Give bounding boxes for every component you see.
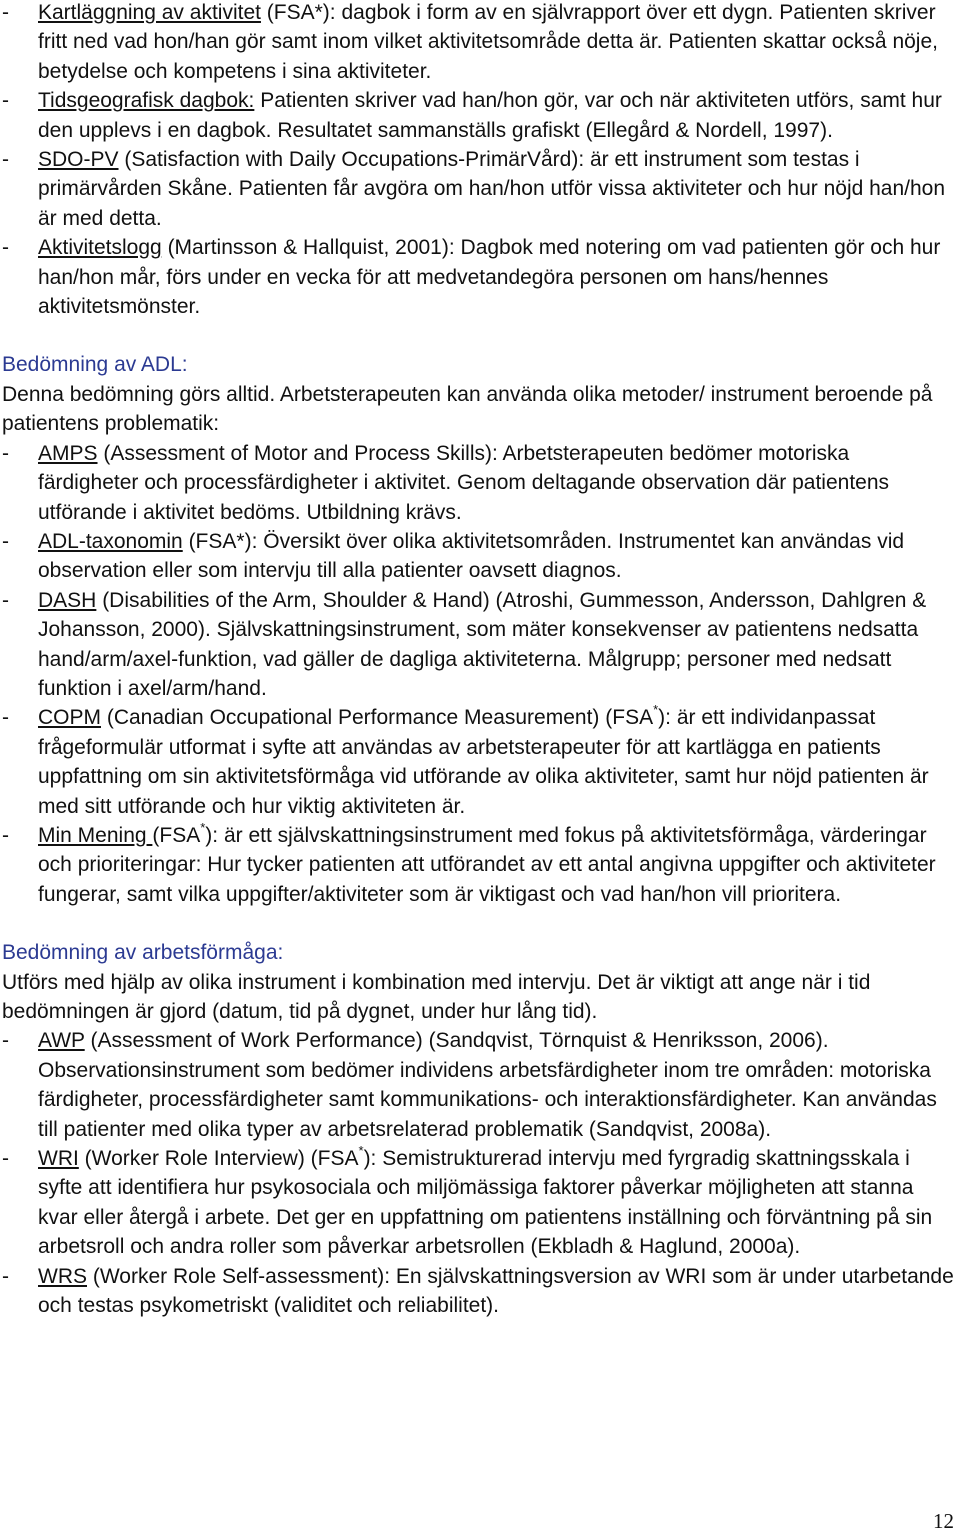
item-text: (Worker Role Interview) (FSA [78,1147,359,1171]
item-text: (Assessment of Work Performance) (Sandqvist, Törnquist & Henriksson, 2006). Observationsinstrument som bedömer individens arbetsfärdigheter inom tre områden: motoriska färdigheter, processfärdigheter samt kommunikations- och interaktionsfärdigheter. Kan användas till patienter med olika typer av arbetsrelaterad problematik (Sandqvist, 2008a). [38,1029,937,1141]
list-dash: - [2,529,9,553]
item-text: (FSA*): Översikt över olika aktivitetsområden. Instrumentet kan användas vid observation eller som intervju till alla patienter oavsett diagnos. [38,529,905,583]
item-text: (Assessment of Motor and Process Skills): Arbetsterapeuten bedömer motoriska färdigheter och processfärdigheter i aktivitet. Genom deltagande observation där patientens utförande i aktivitet bedöms. Utbildning krävs. [38,441,890,524]
item-text: (Canadian Occupational Performance Measurement) (FSA [101,706,654,730]
item-term: Min Mening [38,823,153,847]
list-item [0,86,954,145]
section-heading-work: Bedömning av arbetsförmåga: [2,941,284,965]
item-text: (Disabilities of the Arm, Shoulder & Hand) (Atroshi, Gummesson, Andersson, Dahlgren & Johansson, 2000). Självskattningsinstrument, som mäter konsekvenser av patientens nedsatta hand/arm/axel-funktion, vad gäller de dagliga aktiviteterna. Målgrupp; personer med nedsatt funktion i axel/arm/hand. [38,588,927,700]
list-dash: - [2,706,9,730]
list-item [0,1144,954,1262]
list-item [0,703,954,821]
footnote-mark: * [200,819,206,835]
item-term: ADL-taxonomin [38,529,183,553]
item-term: COPM [38,706,101,730]
section-intro-adl: Denna bedömning görs alltid. Arbetsterapeuten kan använda olika metoder/ instrument beroende på patientens problematik: [2,382,933,436]
list-item [0,1262,954,1321]
section-heading-adl: Bedömning av ADL: [2,353,188,377]
item-text: (Martinsson & Hallquist, 2001): Dagbok med notering om vad patienten gör och hur han/hon mår, förs under en vecka för att medvetandegöra personen om hans/hennes aktivitetsmönster. [38,236,941,319]
list-dash: - [2,1029,9,1053]
item-text: (FSA [152,823,201,847]
list-dash: - [2,823,9,847]
item-term: DASH [38,588,97,612]
item-term: WRI [38,1147,79,1171]
list-item [0,586,954,704]
list-item [0,527,954,586]
item-text: (Worker Role Self-assessment): En självskattningsversion av WRI som är under utarbetande och testas psykometriskt (validitet och reliabilitet). [38,1264,954,1318]
list-dash: - [2,441,9,465]
item-text: Patienten skriver vad han/hon gör, var och när aktiviteten utförs, samt hur den upplevs i en dagbok. Resultatet sammanställs grafiskt (Ellegård & Nordell, 1997). [38,89,942,142]
list-dash: - [2,89,9,113]
list-dash: - [2,588,9,612]
list-item [0,821,954,909]
list-item [0,0,954,86]
footnote-mark: * [358,1143,364,1159]
list-item [0,1026,954,1144]
list-dash: - [2,1,9,24]
list-item [0,439,954,527]
list-dash: - [2,148,9,172]
item-term: AWP [38,1029,85,1053]
list-dash: - [2,1264,9,1288]
item-text: (Satisfaction with Daily Occupations-PrimärVård): är ett instrument som testas i primärvården Skåne. Patienten får avgöra om han/hon utför vissa aktiviteter och hur nöjd han/hon är med detta. [38,148,946,230]
item-term: Kartläggning av aktivitet [38,1,261,24]
item-text: (FSA*): dagbok i form av en självrapport över ett dygn. Patienten skriver fritt ned vad hon/han gör samt inom vilket aktivitetsområde detta är. Patienten skattar också nöje, betydelse och kompetens i sina aktiviteter. [38,1,938,83]
item-text: ): är ett självskattningsinstrument med fokus på aktivitetsförmåga, värderingar och prioriteringar: Hur tycker patienten att utförandet av ett antal angivna uppgifter och aktiviteter fungerar, samt vilka uppgifter/aktiviteter som är viktigast och vad han/hon vill prioritera. [38,823,936,906]
footnote-mark: * [653,702,659,718]
list-item [0,145,954,233]
item-text: ): Semistrukturerad intervju med fyrgradig skattningsskala i syfte att identifiera hur psykosociala och miljömässiga faktorer påverkar möjligheten att stanna kvar eller återgå i arbete. Det ger en uppfattning om patientens inställning och förväntning på sin arbetsroll och andra roller som påverkar arbetsrollen (Ekbladh & Haglund, 2000a). [38,1147,933,1259]
item-term: SDO-PV [38,148,119,172]
item-term: WRS [38,1264,87,1288]
item-text: ): är ett individanpassat frågeformulär utformat i syfte att användas av arbetsterapeuter för att kartlägga en patients uppfattning om sin aktivitetsförmåga vid utförande av olika aktiviteter, samt hur nöjd patienten är med sitt utförande och hur viktig aktiviteten är. [38,706,929,818]
list-item [0,233,954,321]
item-term: AMPS [38,441,98,465]
page-number: 12 [933,1509,954,1533]
list-dash: - [2,236,9,260]
item-term: Tidsgeografisk dagbok: [38,89,255,113]
list-dash: - [2,1147,9,1171]
item-term: Aktivitetslogg [38,236,162,260]
section-intro-work: Utförs med hjälp av olika instrument i kombination med intervju. Det är viktigt att ange när i tid bedömningen är gjord (datum, tid på dygnet, under hur lång tid). [2,970,871,1023]
